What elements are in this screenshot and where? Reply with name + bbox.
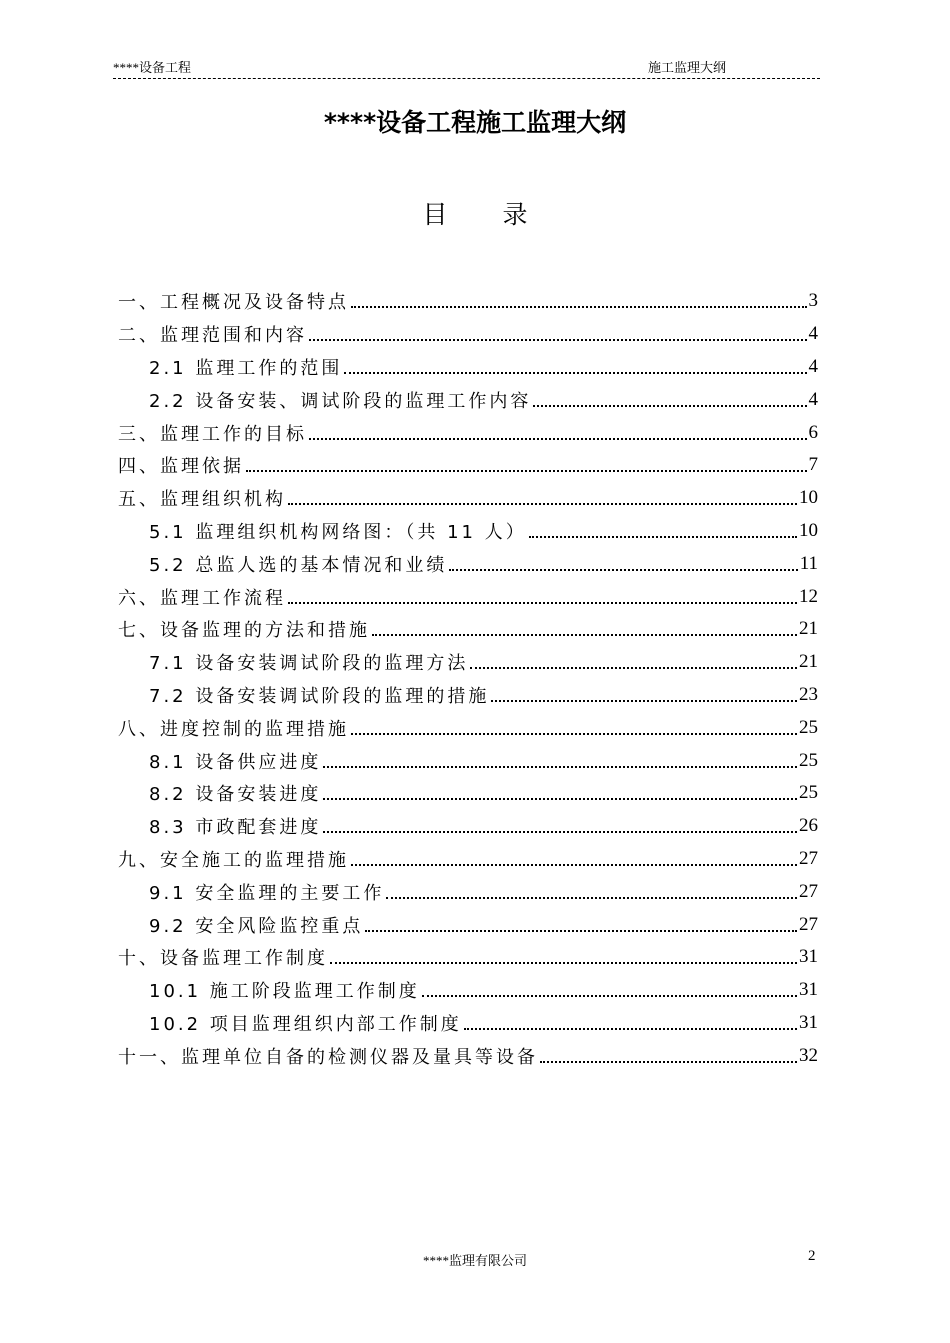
footer-page-number: 2 (808, 1248, 816, 1264)
toc-entry[interactable] (118, 351, 818, 384)
toc-entry-page: 23 (799, 683, 818, 705)
toc-dot-leader (351, 306, 807, 308)
toc-entry[interactable] (118, 580, 818, 613)
toc-dot-leader (464, 1028, 797, 1030)
toc-entry[interactable] (118, 449, 818, 482)
toc-entry-label: 10.2 项目监理组织内部工作制度 (149, 1013, 462, 1035)
toc-entry-label: 六、监理工作流程 (118, 587, 286, 609)
toc-dot-leader (323, 766, 797, 768)
toc-entry[interactable] (118, 679, 818, 712)
toc-entry-page: 4 (808, 388, 818, 410)
toc-dot-leader (386, 897, 797, 899)
header-project-name: ****设备工程 (113, 60, 192, 75)
toc-dot-leader (491, 700, 797, 702)
toc-entry-label: 二、监理范围和内容 (118, 325, 307, 347)
toc-entry[interactable] (118, 646, 818, 679)
toc-dot-leader (365, 930, 797, 932)
toc-entry[interactable] (118, 1039, 818, 1072)
toc-dot-leader (533, 405, 806, 407)
toc-entry[interactable] (118, 318, 818, 351)
toc-dot-leader (246, 470, 807, 472)
toc-entry-label: 十、设备监理工作制度 (118, 948, 328, 970)
toc-entry-page: 27 (799, 913, 818, 935)
toc-dot-leader (323, 831, 797, 833)
toc-entry[interactable] (118, 908, 818, 941)
toc-dot-leader (540, 1061, 797, 1063)
toc-dot-leader (330, 962, 797, 964)
toc-entry-label: 5.2 总监人选的基本情况和业绩 (149, 554, 448, 576)
toc-dot-leader (351, 733, 797, 735)
toc-entry-page: 12 (799, 585, 818, 607)
toc-dot-leader (372, 634, 797, 636)
toc-entry-page: 25 (799, 782, 818, 804)
toc-entry[interactable] (118, 613, 818, 646)
toc-entry-page: 31 (799, 1011, 818, 1033)
toc-dot-leader (288, 602, 797, 604)
header-document-name: 施工监理大纲 (648, 60, 727, 75)
toc-entry-label: 8.1 设备供应进度 (149, 751, 322, 773)
toc-entry-label: 九、安全施工的监理措施 (118, 849, 349, 871)
toc-entry-page: 25 (799, 749, 818, 771)
toc-dot-leader (470, 667, 797, 669)
toc-dot-leader (309, 438, 807, 440)
toc-dot-leader (449, 569, 797, 571)
toc-entry[interactable] (118, 1007, 818, 1040)
toc-dot-leader (309, 339, 807, 341)
document-title: ****设备工程施工监理大纲 (323, 108, 627, 137)
toc-entry-page: 25 (799, 716, 818, 738)
toc-entry-label: 五、监理组织机构 (118, 489, 286, 511)
toc-entry[interactable] (118, 974, 818, 1007)
toc-entry-label: 八、进度控制的监理措施 (118, 718, 349, 740)
toc-entry-label: 9.1 安全监理的主要工作 (149, 882, 385, 904)
toc-entry-label: 2.2 设备安装、调试阶段的监理工作内容 (149, 390, 532, 412)
toc-entry-page: 10 (799, 487, 818, 509)
toc-entry[interactable] (118, 875, 818, 908)
toc-entry[interactable] (118, 711, 818, 744)
toc-entry-label: 七、设备监理的方法和措施 (118, 620, 370, 642)
toc-dot-leader (422, 995, 797, 997)
toc-entry-label: 十一、监理单位自备的检测仪器及量具等设备 (118, 1046, 538, 1068)
toc-entry[interactable] (118, 547, 818, 580)
toc-dot-leader (351, 864, 797, 866)
toc-entry-label: 10.1 施工阶段监理工作制度 (149, 981, 420, 1003)
toc-entry-page: 10 (799, 519, 818, 541)
toc-entry-page: 21 (799, 618, 818, 640)
toc-dot-leader (288, 503, 797, 505)
toc-entry[interactable] (118, 515, 818, 548)
toc-entry-page: 26 (799, 815, 818, 837)
toc-entry-label: 5.1 监理组织机构网络图：（共 11 人） (149, 521, 527, 543)
toc-entry-label: 四、监理依据 (118, 456, 244, 478)
toc-entry[interactable] (118, 777, 818, 810)
toc-entry-label: 一、工程概况及设备特点 (118, 292, 349, 314)
toc-entry-label: 7.2 设备安装调试阶段的监理的措施 (149, 685, 490, 707)
toc-entry-page: 11 (799, 552, 818, 574)
footer-company: ****监理有限公司 (422, 1253, 527, 1268)
toc-entry-page: 27 (799, 880, 818, 902)
toc-entry[interactable] (118, 482, 818, 515)
toc-entry-label: 7.1 设备安装调试阶段的监理方法 (149, 653, 469, 675)
toc-dot-leader (529, 536, 797, 538)
toc-entry-label: 三、监理工作的目标 (118, 423, 307, 445)
toc-entry[interactable] (118, 285, 818, 318)
toc-entry[interactable] (118, 416, 818, 449)
toc-entry-page: 27 (799, 847, 818, 869)
page-header (113, 60, 820, 79)
toc-entry[interactable] (118, 383, 818, 416)
toc-entry-page: 31 (799, 979, 818, 1001)
toc-entry[interactable] (118, 941, 818, 974)
toc-heading: 目录 (422, 200, 583, 229)
toc-entry-page: 3 (808, 290, 818, 312)
toc-entry-label: 9.2 安全风险监控重点 (149, 915, 364, 937)
toc-entry-page: 6 (808, 421, 818, 443)
toc-entry-page: 32 (799, 1044, 818, 1066)
toc-dot-leader (323, 798, 797, 800)
toc-entry-label: 8.3 市政配套进度 (149, 817, 322, 839)
toc-entry[interactable] (118, 810, 818, 843)
toc-entry-page: 7 (808, 454, 818, 476)
toc-entry-label: 2.1 监理工作的范围 (149, 357, 343, 379)
toc-entry-label: 8.2 设备安装进度 (149, 784, 322, 806)
toc-entry-page: 4 (808, 323, 818, 345)
toc-entry[interactable] (118, 744, 818, 777)
toc-entry[interactable] (118, 843, 818, 876)
toc-entry-page: 4 (808, 355, 818, 377)
toc-dot-leader (344, 372, 806, 374)
toc-entry-page: 21 (799, 651, 818, 673)
table-of-contents (118, 285, 818, 1072)
toc-entry-page: 31 (799, 946, 818, 968)
